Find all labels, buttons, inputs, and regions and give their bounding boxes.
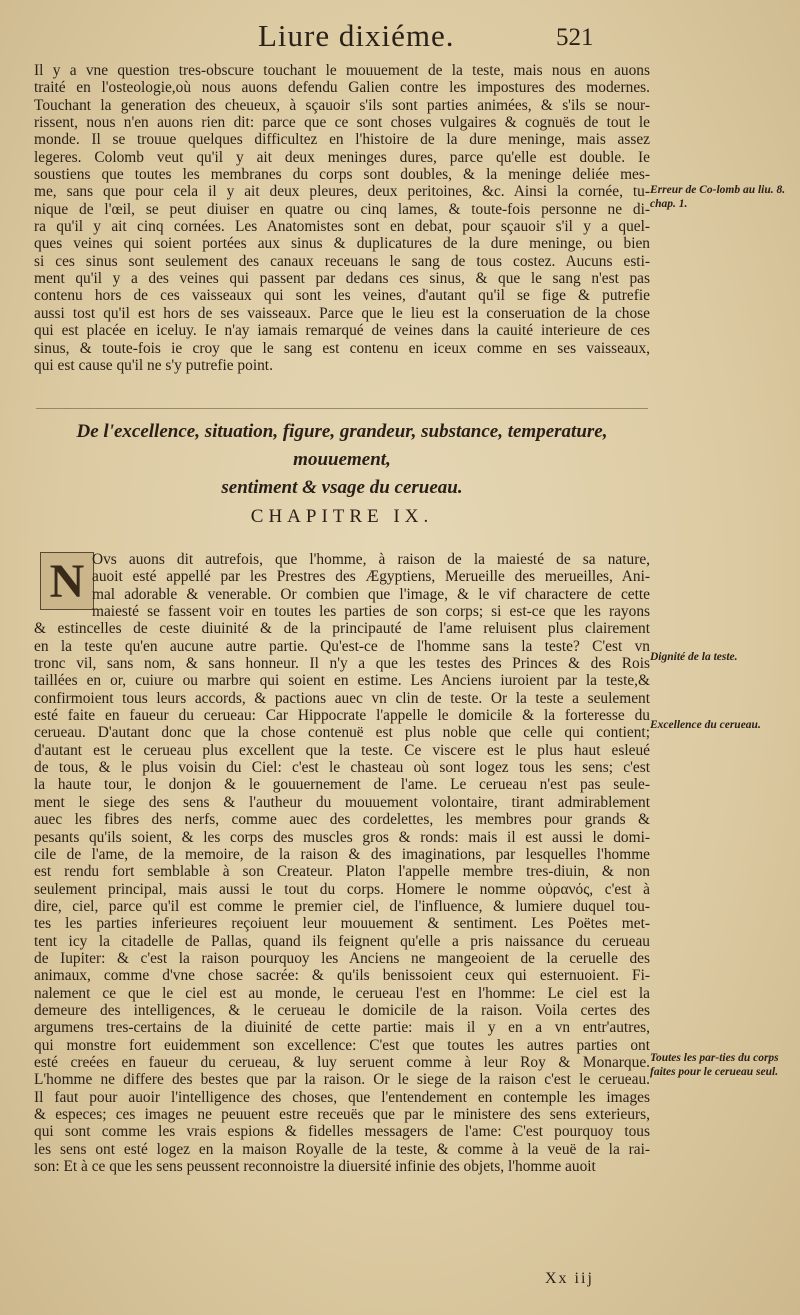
text-line: les sens ont esté logez en la maison Royalle de la teste, & comme à la veuë de la rai- [34,1140,650,1158]
text-line: de Iupiter: & c'est la raison pourquoy les Anciens ne mangeoient de la ceruelle des [34,949,650,967]
text-line: est rendu fort semblable à son Createur. Platon l'appelle membre tres-diuin, & non [34,863,650,881]
margin-note-dignity-of-head: Dignité de la teste. [650,651,738,663]
text-line: esté creées en faueur du cerueau, & luy seruent comme à leur Roy & Monarque. [34,1053,650,1071]
text-block-intro [34,62,650,374]
text-line: monde. Il se trouue quelques difficultez en l'histoire de la dure meninge, mais assez [34,131,650,149]
text-line: confirmoient tous leurs accords, & pactions auec vn clin de teste. Or la teste a seulement [34,689,650,707]
text-line: nique de l'œil, se peut diuiser en quatre ou cinq lames, & toute-fois personne ne di- [34,200,650,218]
text-line: de tous, & le plus voisin du Ciel: c'est le chasteau où sont logez tous les sens; c'est [34,759,650,777]
text-line: maiesté se fassent voir en toutes les parties de son corps; si est-ce que les rayons [92,603,650,621]
text-line: ra qu'il y ait cinq cornées. Les Anatomistes sont en debat, pour sçauoir s'il y a quel- [34,218,650,236]
text-line: soustiens que toutes les membranes du corps sont doubles, & la meninge deliée mes- [34,166,650,184]
text-line: argumens tres-certains de la diuinité de cette partie: mais il y en a vn entr'autres, [34,1019,650,1037]
text-line: qui sont comme les vrais espions & fidelles messagers de l'ame: C'est pourquoy tous [34,1123,650,1141]
text-line: me, sans que pour cela il y ait deux pleures, deux peritoines, &c. Ainsi la cornée, tu- [34,183,650,201]
text-line: son: Et à ce que les sens peussent reconnoistre la diuersité infinie des objets, l'homme auoit [34,1158,596,1176]
text-line: mal adorable & venerable. Or combien que l'image, & le vif charactere de cette [92,585,650,603]
text-line: qui est placée en iceluy. Ie n'ay iamais remarqué de veines dans la cauité interieure de ces [34,322,650,340]
drop-cap: N [40,552,94,610]
text-line: cerueau. D'autant donc que la chose contenuë est plus noble que celle qui contient; [34,724,650,742]
text-line: & especes; ces images ne peuuent estre receuës que par le ministere des sens exterieurs, [34,1106,650,1123]
text-line: tronc vil, sans nom, & sans honneur. Il n'y a que les testes des Princes & des Rois [34,655,650,673]
text-line: en la teste qu'en aucune autre partie. Qu'est-ce de l'homme sans la teste? C'est vn [34,637,650,655]
text-line: ment le siege des sens & l'autheur du mouuement volontaire, tirant admirablement [34,793,650,811]
text-line: Il y a vne question tres-obscure touchant le mouuement de la teste, mais nous en auons [34,62,650,79]
text-line: tent icy la citadelle de Pallas, quand ils feignent qu'elle a pris naissance du cerueau [34,932,650,950]
text-line: traité en l'osteologie,où nous auons defendu Galien contre les impostures des modernes. [34,79,650,97]
section-rule [36,408,648,409]
text-line: & estincelles de ceste diuinité & de la principauté de l'ame reluisent plus clairement [34,620,650,638]
text-line: pesants qu'ils soient, & les corps des muscles gros & ronds: mais il est aussi le domi- [34,828,650,846]
text-line: esté faite en faueur du cerueau: Car Hippocrate l'appelle le domicile & la forteresse du [34,707,650,725]
text-line: ques veines qui soient portées aux sinus & duplicatures de la dure meninge, ou bien [34,235,650,253]
text-line: d'autant est le cerueau plus excellent que la teste. Ce viscere est le plus haut esleué [34,741,650,759]
running-title: Liure dixiéme. [258,18,455,53]
page-number: 521 [556,24,594,51]
section-heading-line-2: sentiment & vsage du cerueau. [221,477,463,498]
text-line: L'homme ne differe des bestes que par la raison. Or le siege de la raison c'est le cerueau. [34,1071,650,1089]
chapter-label: CHAPITRE IX. [250,506,434,527]
text-line: ment qu'il y a des veines qui passent par dedans ces sinus, & que le sang n'est pas [34,270,650,288]
margin-note-excellence-brain: Excellence du cerueau. [650,719,761,731]
text-line: Touchant la generation des cheueux, à sçauoir s'ils sont parties animées, & s'ils se nour- [34,96,650,114]
text-line: animaux, comme d'vne chose sacrée: & qu'ils benissoient ceux qui esternuoient. Fi- [34,967,650,985]
text-line: auoit esté appellé par les Prestres des Ægyptiens, Merueille des merueilles, Ani- [92,568,650,586]
text-line: nalement ce que le ciel est au monde, le cerueau l'est en l'homme: Le ciel est la [34,984,650,1002]
text-line: Il faut pour auoir l'intelligence des choses, que l'entendement en contemple les images [34,1088,650,1106]
text-line: si ces sinus sont seulement des canaux receuans le sang de tous costez. Aucuns esti- [34,252,650,270]
section-heading [36,418,648,502]
signature-mark: Xx iij [545,1270,594,1287]
text-line: qui monstre fort euidemment son excellence: C'est que toutes les autres parties ont [34,1036,650,1054]
running-head [0,14,800,54]
text-line: tes les parties inferieures reçoiuent leur mouuement & sentiment. Les Poëtes met- [34,915,650,933]
text-line: Ovs auons dit autrefois, que l'homme, à raison de la maiesté de sa nature, [92,551,650,568]
text-line: seulement principal, mais aussi le tout du corps. Homere le nomme οὐρανός, c'est à [34,880,650,898]
text-line: qui est cause qu'il ne s'y putrefie point. [34,356,273,374]
text-line: contenu hors de ces vaisseaux qui sont les veines, d'autant qu'il se fige & putrefie [34,287,650,305]
text-line: la haute tour, le donjon & le gouuernement de l'ame. Le cerueau n'est pas seule- [34,776,650,794]
text-line: demeure des intelligences, & le cerueau le domicile de la raison. Voila certes des [34,1001,650,1019]
text-line: auec les fibres des nerfs, comme auec des cordelettes, les membres pour grands & [34,811,650,829]
margin-note-colomb-error: Erreur de Co-lomb au liu. 8. chap. 1. [650,184,786,210]
text-line: dire, ciel, parce qu'il est comme le premier ciel, de l'influence, & lumiere duquel tou- [34,897,650,915]
text-line: taillées en or, cuiure ou marbre qui soient en estime. Les Anciens iuroient par la teste,& [34,672,650,690]
text-line: sinus, & toute-fois ie croy que le sang est contenu en iceux comme en ses vaisseaux, [34,339,650,357]
text-line: aussi tost qu'il est hors de ses vaisseaux. Parce que le lieu est la conseruation de la chose [34,304,650,322]
text-line: legeres. Colomb veut qu'il y ait deux meninges dures, parce qu'elle est double. Ie [34,148,650,166]
text-block-chapter [34,551,650,1175]
section-heading-line-1: De l'excellence, situation, figure, grandeur, substance, temperature, mouuement, [76,421,608,470]
margin-note-all-parts-for-brain: Toutes les par-ties du corps faites pour le cerueau seul. [650,1052,779,1078]
text-line: cile de l'ame, de la memoire, de la raison & des imaginations, par lesquelles l'homme [34,845,650,863]
text-line: rissent, nous n'en auons rien dit: parce que ce sont choses vulgaires & cognuës de tout le [34,114,650,132]
